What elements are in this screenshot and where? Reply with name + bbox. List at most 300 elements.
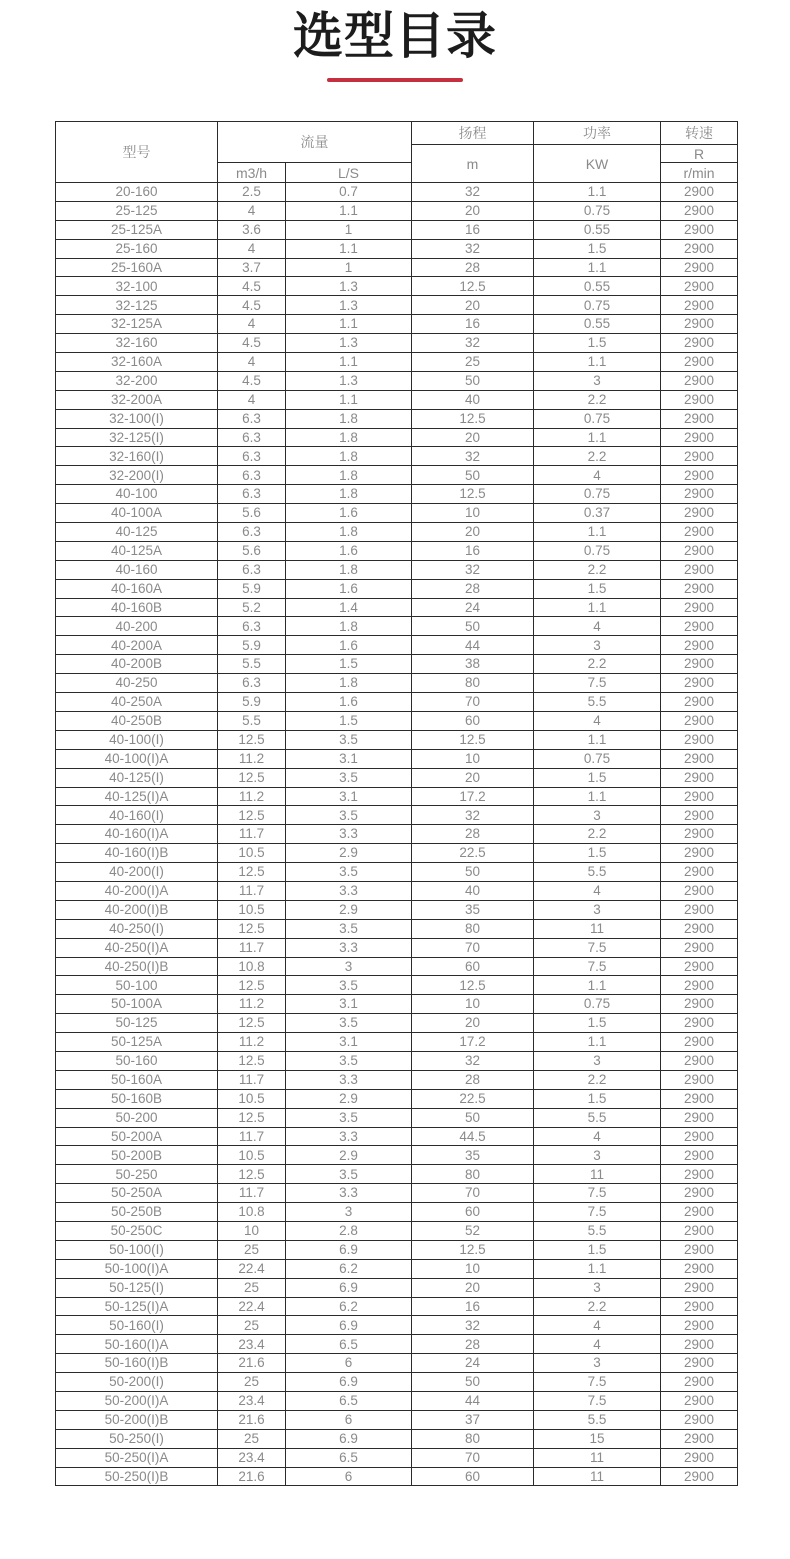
table-row (56, 504, 738, 523)
cell-power-kw: 1.1 (534, 183, 661, 202)
cell-speed-rpm: 2900 (661, 1354, 738, 1373)
table-row (56, 919, 738, 938)
cell-flow-ls: 3.5 (286, 730, 412, 749)
cell-flow-m3h: 12.5 (218, 1165, 286, 1184)
cell-flow-m3h: 6.3 (218, 617, 286, 636)
col-header-power: 功率 (534, 122, 661, 145)
cell-model: 40-250B (56, 711, 218, 730)
cell-speed-rpm: 2900 (661, 1467, 738, 1486)
cell-flow-ls: 1.3 (286, 277, 412, 296)
cell-flow-m3h: 12.5 (218, 768, 286, 787)
cell-speed-rpm: 2900 (661, 863, 738, 882)
cell-head-m: 16 (412, 1297, 534, 1316)
cell-model: 40-100A (56, 504, 218, 523)
table-header (56, 122, 738, 183)
cell-speed-rpm: 2900 (661, 277, 738, 296)
cell-flow-ls: 6 (286, 1410, 412, 1429)
cell-model: 40-100 (56, 485, 218, 504)
cell-model: 50-100 (56, 976, 218, 995)
cell-flow-m3h: 25 (218, 1373, 286, 1392)
cell-head-m: 28 (412, 1335, 534, 1354)
cell-speed-rpm: 2900 (661, 1051, 738, 1070)
cell-power-kw: 11 (534, 1448, 661, 1467)
cell-power-kw: 5.5 (534, 693, 661, 712)
cell-flow-ls: 0.7 (286, 183, 412, 202)
cell-flow-ls: 1.6 (286, 693, 412, 712)
cell-flow-m3h: 3.6 (218, 220, 286, 239)
cell-head-m: 80 (412, 919, 534, 938)
table-row (56, 1335, 738, 1354)
cell-speed-rpm: 2900 (661, 1184, 738, 1203)
cell-head-m: 44.5 (412, 1127, 534, 1146)
cell-speed-rpm: 2900 (661, 617, 738, 636)
table-row (56, 485, 738, 504)
cell-head-m: 38 (412, 655, 534, 674)
cell-speed-rpm: 2900 (661, 523, 738, 542)
cell-speed-rpm: 2900 (661, 409, 738, 428)
cell-flow-ls: 3.3 (286, 881, 412, 900)
page-title: 选型目录 (293, 8, 497, 64)
table-row (56, 976, 738, 995)
cell-flow-ls: 3.1 (286, 749, 412, 768)
cell-head-m: 60 (412, 957, 534, 976)
cell-head-m: 12.5 (412, 730, 534, 749)
cell-flow-m3h: 12.5 (218, 976, 286, 995)
cell-flow-ls: 1 (286, 258, 412, 277)
cell-power-kw: 7.5 (534, 1392, 661, 1411)
cell-head-m: 50 (412, 1373, 534, 1392)
cell-model: 25-125 (56, 201, 218, 220)
cell-flow-m3h: 10.5 (218, 1146, 286, 1165)
cell-model: 32-160 (56, 334, 218, 353)
cell-model: 50-160(I)B (56, 1354, 218, 1373)
table-row (56, 541, 738, 560)
cell-speed-rpm: 2900 (661, 1429, 738, 1448)
cell-flow-m3h: 4.5 (218, 334, 286, 353)
col-header-flow-ls: L/S (286, 163, 412, 183)
table-row (56, 825, 738, 844)
cell-model: 50-160(I)A (56, 1335, 218, 1354)
cell-speed-rpm: 2900 (661, 1070, 738, 1089)
cell-head-m: 20 (412, 201, 534, 220)
cell-speed-rpm: 2900 (661, 1221, 738, 1240)
col-header-model: 型号 (56, 122, 218, 183)
cell-speed-rpm: 2900 (661, 995, 738, 1014)
cell-model: 50-250 (56, 1165, 218, 1184)
cell-power-kw: 2.2 (534, 1297, 661, 1316)
cell-head-m: 60 (412, 711, 534, 730)
cell-flow-m3h: 21.6 (218, 1354, 286, 1373)
cell-head-m: 70 (412, 1448, 534, 1467)
cell-flow-ls: 3.5 (286, 1051, 412, 1070)
cell-model: 50-250A (56, 1184, 218, 1203)
cell-flow-m3h: 10.5 (218, 1089, 286, 1108)
cell-head-m: 24 (412, 1354, 534, 1373)
cell-head-m: 20 (412, 1278, 534, 1297)
cell-flow-m3h: 2.5 (218, 183, 286, 202)
cell-flow-m3h: 12.5 (218, 806, 286, 825)
cell-head-m: 32 (412, 806, 534, 825)
cell-head-m: 32 (412, 334, 534, 353)
cell-flow-ls: 6.2 (286, 1297, 412, 1316)
cell-flow-m3h: 4 (218, 201, 286, 220)
cell-flow-ls: 3 (286, 1203, 412, 1222)
table-row (56, 1089, 738, 1108)
cell-flow-ls: 1.1 (286, 390, 412, 409)
cell-speed-rpm: 2900 (661, 183, 738, 202)
table-row (56, 636, 738, 655)
table-row (56, 1108, 738, 1127)
table-row (56, 315, 738, 334)
cell-model: 40-200(I)B (56, 900, 218, 919)
table-row (56, 1184, 738, 1203)
cell-head-m: 40 (412, 881, 534, 900)
cell-flow-m3h: 21.6 (218, 1410, 286, 1429)
cell-speed-rpm: 2900 (661, 466, 738, 485)
table-row (56, 1410, 738, 1429)
cell-power-kw: 1.5 (534, 334, 661, 353)
cell-power-kw: 0.75 (534, 296, 661, 315)
cell-power-kw: 7.5 (534, 674, 661, 693)
cell-speed-rpm: 2900 (661, 806, 738, 825)
cell-model: 50-160B (56, 1089, 218, 1108)
cell-flow-m3h: 25 (218, 1316, 286, 1335)
cell-power-kw: 3 (534, 806, 661, 825)
cell-flow-ls: 2.9 (286, 844, 412, 863)
cell-speed-rpm: 2900 (661, 1373, 738, 1392)
cell-flow-ls: 3.3 (286, 825, 412, 844)
col-header-flow-m3h: m3/h (218, 163, 286, 183)
cell-model: 50-160(I) (56, 1316, 218, 1335)
cell-flow-m3h: 6.3 (218, 674, 286, 693)
cell-flow-ls: 1.3 (286, 296, 412, 315)
cell-flow-m3h: 22.4 (218, 1259, 286, 1278)
table-row (56, 296, 738, 315)
cell-power-kw: 0.75 (534, 201, 661, 220)
cell-speed-rpm: 2900 (661, 1410, 738, 1429)
cell-flow-m3h: 4.5 (218, 296, 286, 315)
cell-model: 40-160B (56, 598, 218, 617)
cell-speed-rpm: 2900 (661, 1392, 738, 1411)
cell-power-kw: 0.55 (534, 277, 661, 296)
cell-speed-rpm: 2900 (661, 1203, 738, 1222)
cell-speed-rpm: 2900 (661, 919, 738, 938)
table-row (56, 201, 738, 220)
cell-power-kw: 2.2 (534, 390, 661, 409)
cell-flow-ls: 3.5 (286, 863, 412, 882)
cell-speed-rpm: 2900 (661, 900, 738, 919)
cell-head-m: 44 (412, 1392, 534, 1411)
cell-flow-ls: 6.5 (286, 1448, 412, 1467)
cell-model: 40-250(I)B (56, 957, 218, 976)
cell-flow-ls: 1.8 (286, 674, 412, 693)
title-underline-accent (327, 78, 463, 82)
cell-speed-rpm: 2900 (661, 1335, 738, 1354)
cell-flow-ls: 3.1 (286, 787, 412, 806)
cell-model: 40-200 (56, 617, 218, 636)
cell-flow-ls: 6 (286, 1467, 412, 1486)
cell-flow-ls: 6.9 (286, 1316, 412, 1335)
cell-flow-m3h: 5.5 (218, 711, 286, 730)
col-header-head: 扬程 (412, 122, 534, 145)
cell-speed-rpm: 2900 (661, 730, 738, 749)
cell-model: 32-125A (56, 315, 218, 334)
cell-flow-ls: 1.6 (286, 636, 412, 655)
cell-power-kw: 0.55 (534, 220, 661, 239)
cell-speed-rpm: 2900 (661, 296, 738, 315)
cell-flow-m3h: 25 (218, 1240, 286, 1259)
cell-model: 32-200(I) (56, 466, 218, 485)
cell-head-m: 60 (412, 1203, 534, 1222)
cell-flow-m3h: 11.7 (218, 825, 286, 844)
cell-model: 25-160 (56, 239, 218, 258)
cell-flow-ls: 1.1 (286, 239, 412, 258)
cell-flow-m3h: 6.3 (218, 466, 286, 485)
cell-flow-ls: 3 (286, 957, 412, 976)
cell-speed-rpm: 2900 (661, 768, 738, 787)
table-row (56, 447, 738, 466)
cell-power-kw: 3 (534, 636, 661, 655)
table-row (56, 1221, 738, 1240)
cell-flow-ls: 3.5 (286, 1165, 412, 1184)
cell-model: 50-125(I)A (56, 1297, 218, 1316)
cell-flow-m3h: 23.4 (218, 1448, 286, 1467)
cell-head-m: 16 (412, 315, 534, 334)
cell-flow-m3h: 6.3 (218, 428, 286, 447)
cell-head-m: 20 (412, 523, 534, 542)
cell-power-kw: 1.1 (534, 730, 661, 749)
cell-flow-ls: 6.9 (286, 1240, 412, 1259)
cell-model: 50-250(I) (56, 1429, 218, 1448)
cell-flow-m3h: 12.5 (218, 1108, 286, 1127)
table-row (56, 239, 738, 258)
cell-flow-ls: 1.6 (286, 541, 412, 560)
cell-head-m: 70 (412, 938, 534, 957)
cell-power-kw: 7.5 (534, 1203, 661, 1222)
cell-model: 50-200B (56, 1146, 218, 1165)
cell-power-kw: 4 (534, 1335, 661, 1354)
cell-flow-m3h: 23.4 (218, 1335, 286, 1354)
table-row (56, 711, 738, 730)
cell-model: 40-200B (56, 655, 218, 674)
cell-speed-rpm: 2900 (661, 749, 738, 768)
cell-model: 40-200A (56, 636, 218, 655)
cell-head-m: 32 (412, 560, 534, 579)
table-row (56, 1392, 738, 1411)
cell-head-m: 22.5 (412, 1089, 534, 1108)
table-row (56, 863, 738, 882)
cell-flow-ls: 1.6 (286, 504, 412, 523)
cell-speed-rpm: 2900 (661, 1089, 738, 1108)
cell-flow-m3h: 11.2 (218, 995, 286, 1014)
cell-head-m: 32 (412, 239, 534, 258)
cell-head-m: 20 (412, 296, 534, 315)
cell-speed-rpm: 2900 (661, 1316, 738, 1335)
cell-model: 50-250(I)A (56, 1448, 218, 1467)
cell-model: 40-250(I)A (56, 938, 218, 957)
cell-model: 32-125 (56, 296, 218, 315)
cell-speed-rpm: 2900 (661, 825, 738, 844)
cell-power-kw: 2.2 (534, 560, 661, 579)
cell-flow-m3h: 5.9 (218, 636, 286, 655)
cell-power-kw: 1.5 (534, 768, 661, 787)
cell-flow-m3h: 5.5 (218, 655, 286, 674)
cell-model: 50-125 (56, 1014, 218, 1033)
cell-speed-rpm: 2900 (661, 938, 738, 957)
cell-power-kw: 0.75 (534, 995, 661, 1014)
cell-power-kw: 1.1 (534, 1033, 661, 1052)
cell-head-m: 60 (412, 1467, 534, 1486)
cell-model: 40-125(I)A (56, 787, 218, 806)
col-header-speed-unit: r/min (661, 163, 738, 183)
cell-speed-rpm: 2900 (661, 957, 738, 976)
cell-model: 50-200(I)A (56, 1392, 218, 1411)
cell-flow-ls: 1.5 (286, 655, 412, 674)
cell-flow-ls: 3.5 (286, 806, 412, 825)
table-row (56, 693, 738, 712)
table-row (56, 371, 738, 390)
cell-speed-rpm: 2900 (661, 636, 738, 655)
cell-speed-rpm: 2900 (661, 239, 738, 258)
cell-power-kw: 1.1 (534, 258, 661, 277)
cell-model: 40-250 (56, 674, 218, 693)
cell-power-kw: 0.75 (534, 541, 661, 560)
cell-flow-ls: 6.5 (286, 1392, 412, 1411)
cell-flow-m3h: 12.5 (218, 919, 286, 938)
cell-speed-rpm: 2900 (661, 1108, 738, 1127)
cell-power-kw: 3 (534, 1278, 661, 1297)
cell-model: 50-100(I) (56, 1240, 218, 1259)
cell-power-kw: 1.5 (534, 579, 661, 598)
cell-flow-m3h: 5.6 (218, 541, 286, 560)
table-row (56, 466, 738, 485)
cell-model: 32-200A (56, 390, 218, 409)
cell-power-kw: 7.5 (534, 1184, 661, 1203)
cell-power-kw: 2.2 (534, 825, 661, 844)
cell-model: 50-250C (56, 1221, 218, 1240)
cell-model: 40-100(I)A (56, 749, 218, 768)
cell-head-m: 16 (412, 541, 534, 560)
cell-head-m: 32 (412, 447, 534, 466)
table-row (56, 900, 738, 919)
table-row (56, 258, 738, 277)
cell-head-m: 32 (412, 183, 534, 202)
cell-model: 32-160(I) (56, 447, 218, 466)
cell-head-m: 16 (412, 220, 534, 239)
cell-power-kw: 2.2 (534, 655, 661, 674)
cell-head-m: 28 (412, 825, 534, 844)
cell-power-kw: 5.5 (534, 1108, 661, 1127)
table-row (56, 1354, 738, 1373)
cell-head-m: 20 (412, 768, 534, 787)
cell-flow-ls: 3.5 (286, 1108, 412, 1127)
cell-flow-ls: 1.8 (286, 428, 412, 447)
cell-speed-rpm: 2900 (661, 447, 738, 466)
cell-power-kw: 1.5 (534, 239, 661, 258)
cell-head-m: 52 (412, 1221, 534, 1240)
table-row (56, 579, 738, 598)
cell-flow-m3h: 11.7 (218, 1127, 286, 1146)
cell-power-kw: 4 (534, 711, 661, 730)
cell-head-m: 28 (412, 579, 534, 598)
cell-speed-rpm: 2900 (661, 1033, 738, 1052)
cell-power-kw: 4 (534, 1127, 661, 1146)
table-row (56, 220, 738, 239)
cell-speed-rpm: 2900 (661, 1014, 738, 1033)
cell-flow-ls: 2.9 (286, 1089, 412, 1108)
cell-flow-m3h: 10.5 (218, 900, 286, 919)
cell-head-m: 25 (412, 353, 534, 372)
cell-flow-ls: 1.8 (286, 617, 412, 636)
cell-power-kw: 3 (534, 900, 661, 919)
cell-flow-ls: 6.5 (286, 1335, 412, 1354)
cell-flow-ls: 1.6 (286, 579, 412, 598)
cell-flow-m3h: 6.3 (218, 485, 286, 504)
table-row (56, 1448, 738, 1467)
cell-flow-ls: 6.2 (286, 1259, 412, 1278)
cell-speed-rpm: 2900 (661, 976, 738, 995)
selection-spec-table (55, 121, 738, 1486)
cell-speed-rpm: 2900 (661, 220, 738, 239)
table-row (56, 881, 738, 900)
cell-power-kw: 11 (534, 1467, 661, 1486)
cell-flow-ls: 1.8 (286, 560, 412, 579)
col-header-head-unit: m (412, 145, 534, 183)
cell-speed-rpm: 2900 (661, 485, 738, 504)
cell-model: 32-200 (56, 371, 218, 390)
cell-speed-rpm: 2900 (661, 428, 738, 447)
table-row (56, 1014, 738, 1033)
cell-speed-rpm: 2900 (661, 1146, 738, 1165)
cell-head-m: 50 (412, 863, 534, 882)
cell-power-kw: 1.1 (534, 598, 661, 617)
table-row (56, 1203, 738, 1222)
cell-flow-ls: 1.3 (286, 334, 412, 353)
cell-flow-m3h: 11.7 (218, 881, 286, 900)
cell-model: 40-125A (56, 541, 218, 560)
cell-model: 50-100A (56, 995, 218, 1014)
cell-power-kw: 15 (534, 1429, 661, 1448)
cell-head-m: 44 (412, 636, 534, 655)
cell-power-kw: 5.5 (534, 1410, 661, 1429)
table-row (56, 1127, 738, 1146)
cell-model: 40-160(I)B (56, 844, 218, 863)
cell-model: 40-250A (56, 693, 218, 712)
cell-flow-m3h: 4 (218, 353, 286, 372)
cell-model: 50-125A (56, 1033, 218, 1052)
cell-power-kw: 1.5 (534, 1089, 661, 1108)
cell-model: 50-250B (56, 1203, 218, 1222)
cell-speed-rpm: 2900 (661, 201, 738, 220)
cell-flow-m3h: 22.4 (218, 1297, 286, 1316)
cell-head-m: 17.2 (412, 787, 534, 806)
cell-flow-m3h: 6.3 (218, 447, 286, 466)
table-row (56, 806, 738, 825)
cell-head-m: 80 (412, 1429, 534, 1448)
cell-flow-m3h: 4 (218, 239, 286, 258)
cell-head-m: 28 (412, 1070, 534, 1089)
table-body (56, 183, 738, 1486)
cell-flow-ls: 3.5 (286, 919, 412, 938)
cell-speed-rpm: 2900 (661, 674, 738, 693)
cell-head-m: 10 (412, 749, 534, 768)
cell-speed-rpm: 2900 (661, 1259, 738, 1278)
cell-head-m: 50 (412, 466, 534, 485)
cell-speed-rpm: 2900 (661, 881, 738, 900)
col-header-power-unit: KW (534, 145, 661, 183)
cell-flow-m3h: 4.5 (218, 371, 286, 390)
cell-power-kw: 2.2 (534, 447, 661, 466)
